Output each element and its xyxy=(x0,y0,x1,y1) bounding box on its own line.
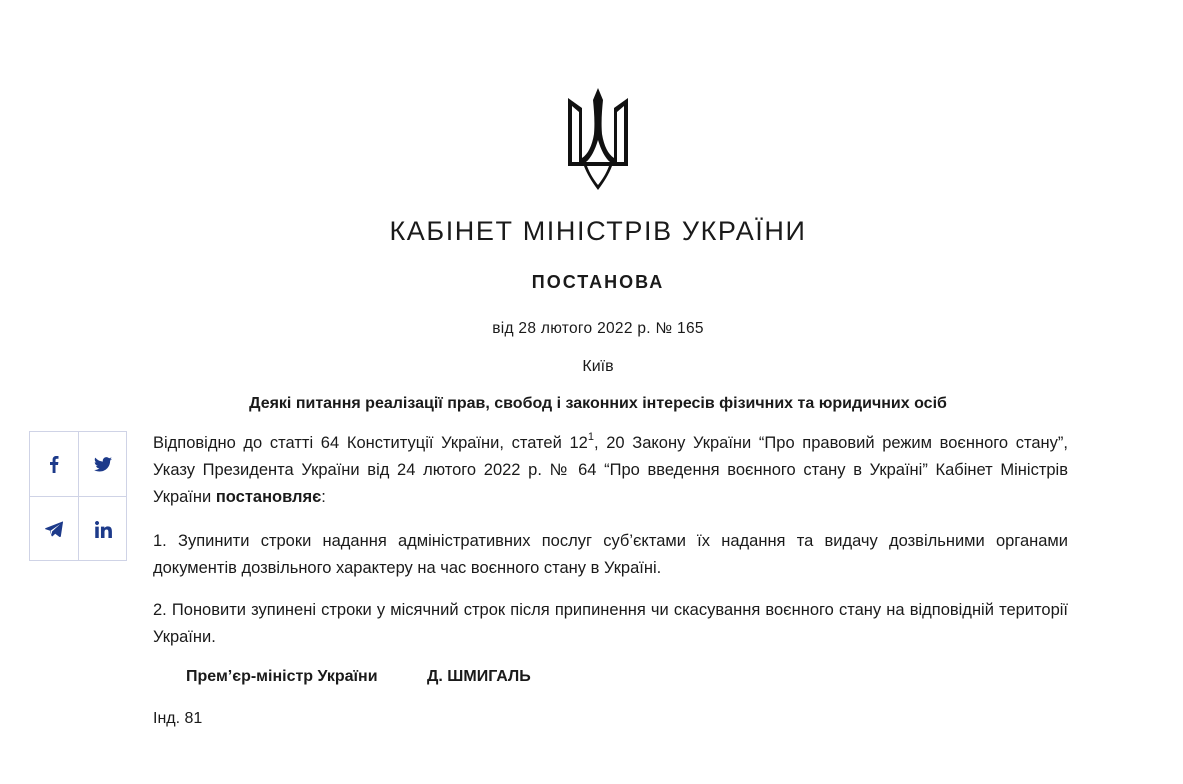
document-city: Київ xyxy=(582,358,614,375)
clause-1: 1. Зупинити строки надання адміністративних послуг суб’єктами їх надання та видачу дозвільними органами документів дозвільного характеру на час воєнного стану в Україні. xyxy=(153,532,1068,577)
preamble-text-2: , 20 Закону України “Про правовий режим воєнного стану”, Указу Президента України від 24 лютого 2022 р. № 64 “Про введення воєнного стану в Україні” Кабінет Міністрів України xyxy=(153,434,1068,506)
preamble-resolves: постановляє xyxy=(215,488,322,506)
twitter-icon xyxy=(94,457,112,472)
document-subject: Деякі питання реалізації прав, свобод і законних інтересів фізичних та юридичних осіб xyxy=(249,395,947,412)
trident-coat-of-arms-icon xyxy=(562,88,634,190)
document-type: ПОСТАНОВА xyxy=(531,272,665,292)
share-twitter-button[interactable] xyxy=(79,432,127,496)
share-linkedin-button[interactable] xyxy=(79,497,127,561)
preamble-superscript: 1 xyxy=(587,431,594,443)
preamble-paragraph xyxy=(153,430,1068,511)
facebook-icon xyxy=(49,455,59,473)
preamble-text-1: Відповідно до статті 64 Конституції України, статей 12 xyxy=(153,434,588,452)
preamble-text-3: : xyxy=(321,488,326,506)
signature-block xyxy=(186,668,531,686)
signature-position: Прем’єр-міністр України xyxy=(186,668,378,685)
signature-name: Д. ШМИГАЛЬ xyxy=(427,668,531,685)
share-facebook-button[interactable] xyxy=(30,432,78,496)
clause-2: 2. Поновити зупинені строки у місячний строк після припинення чи скасування воєнного стану на відповідній території України. xyxy=(153,601,1068,646)
document-date-number: від 28 лютого 2022 р. № 165 xyxy=(492,320,704,337)
document-index: Інд. 81 xyxy=(153,710,203,727)
organization-title: КАБІНЕТ МІНІСТРІВ УКРАЇНИ xyxy=(389,216,807,246)
linkedin-icon xyxy=(95,521,112,538)
share-panel xyxy=(29,431,127,561)
telegram-icon xyxy=(45,521,63,537)
share-telegram-button[interactable] xyxy=(30,497,78,561)
